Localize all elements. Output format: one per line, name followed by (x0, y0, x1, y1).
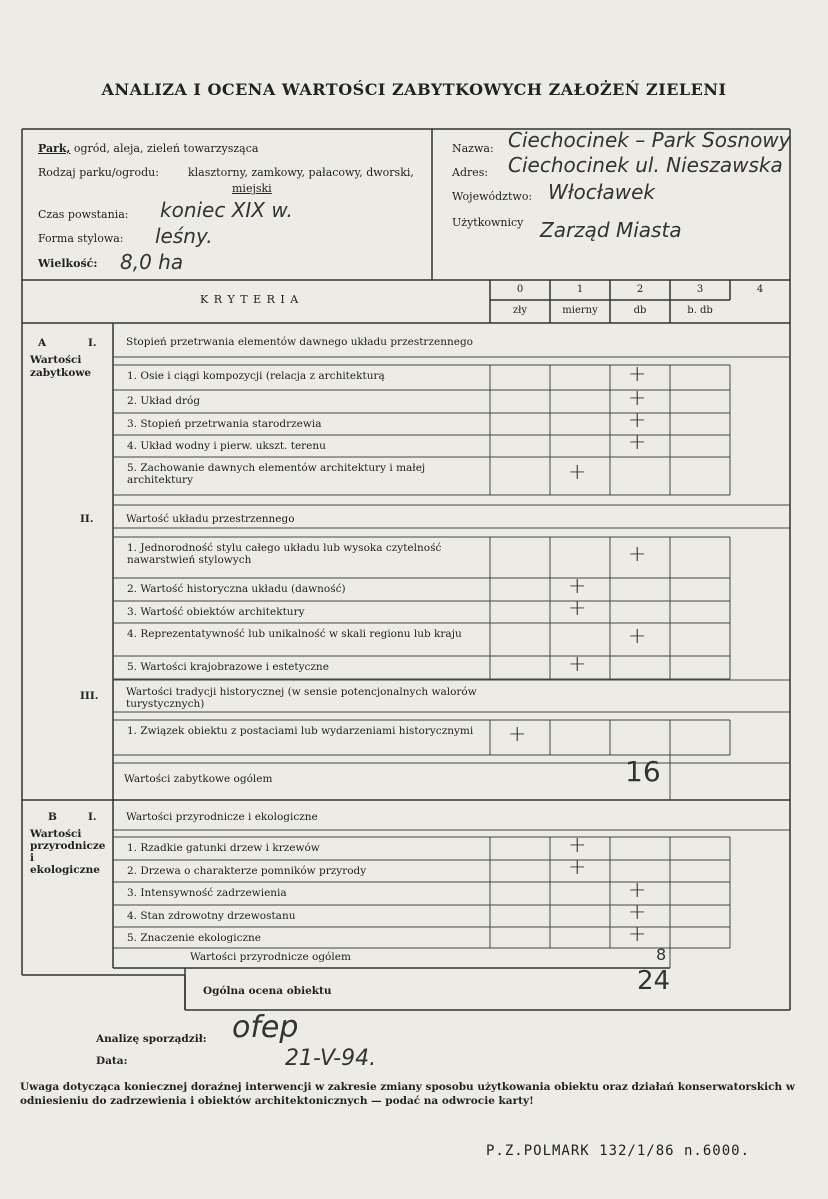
adres-label: Adres: (452, 166, 489, 179)
rating-mark-a2-3: + (568, 596, 587, 621)
criterion-b1-2: 2. Drzewa o charakterze pomników przyrody (127, 865, 367, 877)
rating-mark-a2-4: + (628, 623, 647, 649)
rating-mark-a2-5: + (568, 651, 587, 677)
criterion-a2-2: 2. Wartość historyczna układu (dawność) (127, 583, 346, 595)
rating-mark-b1-2: + (568, 855, 587, 880)
section-a-name: Wartości zabytkowe (30, 354, 92, 379)
adres-value: Ciechocinek ul. Nieszawska (508, 153, 783, 177)
criterion-a2-4: 4. Reprezentatywność lub unikalność w skali regionu lub kraju (127, 628, 462, 640)
criterion-b1-1: 1. Rzadkie gatunki drzew i krzewów (127, 842, 320, 854)
rodzaj-options: klasztorny, zamkowy, pałacowy, dworski, (188, 166, 414, 179)
group-title-tradycja: Wartości tradycji historycznej (w sensie potencjonalnych walorów turystycznych) (126, 686, 477, 710)
group-title-przyrodnicze: Wartości przyrodnicze i ekologiczne (126, 811, 318, 823)
rating-mark-a3-1: + (508, 721, 527, 747)
intervention-note: Uwaga dotycząca koniecznej doraźnej interwencji w zakresie zmiany sposobu użytkowania obiektu oraz działań konserwatorskich w odniesieniu do zadrzewienia i obiektów architektonicznych — podać na odwrocie karty! (20, 1081, 795, 1107)
wielkosc-label: Wielkość: (38, 257, 98, 270)
nazwa-label: Nazwa: (452, 142, 494, 155)
criterion-a1-5: 5. Zachowanie dawnych elementów architektury i małej architektury (127, 462, 426, 486)
rating-mark-a1-1: + (628, 361, 647, 387)
rating-mark-b1-5: + (628, 921, 647, 947)
rating-mark-a1-5: + (568, 460, 587, 485)
rating-mark-a1-3: + (628, 408, 647, 433)
criterion-a2-3: 3. Wartość obiektów architektury (127, 606, 305, 618)
overall-value: 24 (637, 966, 671, 996)
wielkosc-value: 8,0 ha (120, 250, 184, 274)
section-b-roman1: I. (88, 811, 97, 823)
overall-label: Ogólna ocena obiektu (203, 985, 332, 997)
criterion-a1-2: 2. Układ dróg (127, 395, 201, 407)
scale-number-0: 0 (516, 284, 524, 295)
scale-label-0: zły (512, 305, 528, 316)
section-b-letter: B (48, 811, 57, 823)
data-value: 21-V-94. (285, 1046, 377, 1071)
criterion-b1-4: 4. Stan zdrowotny drzewostanu (127, 910, 296, 922)
group-title-uklad: Wartość układu przestrzennego (126, 513, 295, 525)
analiza-signature: ofep (232, 1010, 299, 1045)
criterion-a2-1: 1. Jednorodność stylu całego układu lub wysoka czytelność nawarstwień stylowych (127, 542, 442, 566)
scale-number-3: 3 (696, 284, 704, 295)
wojewodztwo-value: Włocławek (548, 180, 655, 204)
scale-label-1: mierny (562, 305, 598, 316)
scale-number-2: 2 (636, 284, 644, 295)
criterion-a2-5: 5. Wartości krajobrazowe i estetyczne (127, 661, 329, 673)
kryteria-heading: K R Y T E R I A (200, 293, 300, 306)
rodzaj-label: Rodzaj parku/ogrodu: (38, 166, 159, 179)
czas-value: koniec XIX w. (160, 198, 293, 222)
criterion-b1-3: 3. Intensywność zadrzewienia (127, 887, 287, 899)
scale-label-2: db (633, 305, 647, 316)
scale-number-4: 4 (756, 284, 764, 295)
rating-mark-b1-3: + (628, 877, 647, 903)
przyrodnicze-total-value: 8 (656, 945, 667, 964)
rodzaj-selected: miejski (232, 182, 272, 195)
section-a-letter: A (38, 337, 47, 349)
przyrodnicze-total-label: Wartości przyrodnicze ogólem (190, 951, 351, 963)
group-title-przetrwanie: Stopień przetrwania elementów dawnego układu przestrzennego (126, 336, 473, 348)
section-a-roman2: II. (80, 513, 94, 525)
criterion-a1-1: 1. Osie i ciągi kompozycji (relacja z architekturą (127, 370, 385, 382)
park-type-line: Park, ogród, aleja, zieleń towarzysząca (38, 142, 259, 155)
document-title: ANALIZA I OCENA WARTOŚCI ZABYTKOWYCH ZAŁOŻEŃ ZIELENI (101, 80, 727, 99)
forma-value: leśny. (155, 224, 213, 248)
wojewodztwo-label: Województwo: (452, 190, 533, 203)
analiza-label: Analizę sporządził: (96, 1033, 207, 1045)
criterion-a1-4: 4. Układ wodny i pierw. ukszt. terenu (127, 440, 326, 452)
scale-number-1: 1 (576, 284, 584, 295)
section-a-roman3: III. (80, 690, 99, 702)
print-code: P.Z.POLMARK 132/1/86 n.6000. (486, 1143, 751, 1159)
forma-label: Forma stylowa: (38, 232, 124, 245)
uzytkownicy-value: Zarząd Miasta (540, 218, 682, 242)
section-a-roman1: I. (88, 337, 97, 349)
rating-mark-a2-1: + (628, 541, 647, 567)
section-b-name: Wartości przyrodnicze i ekologiczne (30, 828, 106, 876)
rating-mark-a1-2: + (628, 385, 647, 411)
scale-label-3: b. db (687, 305, 713, 316)
uzytkownicy-label: Użytkownicy (452, 216, 524, 229)
rating-mark-b1-1: + (568, 832, 587, 858)
zabytkowe-total-value: 16 (625, 755, 661, 788)
zabytkowe-total-label: Wartości zabytkowe ogólem (124, 773, 273, 785)
rating-mark-a2-2: + (568, 573, 587, 599)
criterion-a3-1: 1. Związek obiektu z postaciami lub wydarzeniami historycznymi (127, 725, 474, 737)
criterion-b1-5: 5. Znaczenie ekologiczne (127, 932, 262, 944)
nazwa-value: Ciechocinek – Park Sosnowy (508, 128, 791, 152)
czas-label: Czas powstania: (38, 208, 129, 221)
rating-mark-b1-4: + (628, 900, 647, 925)
data-label: Data: (96, 1055, 128, 1067)
criterion-a1-3: 3. Stopień przetrwania starodrzewia (127, 418, 322, 430)
rating-mark-a1-4: + (628, 430, 647, 455)
